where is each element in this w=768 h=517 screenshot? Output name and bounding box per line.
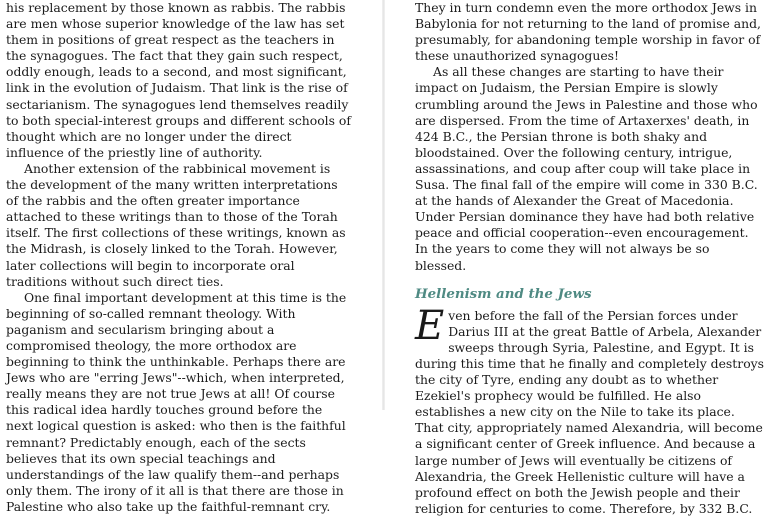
right-page	[415, 0, 764, 517]
right-paragraph-1: They in turn condemn even the more orthodox Jews in Babylonia for not returning to the land of promise and, presumably, for abandoning temple worship in favor of these unauthorized synagogues!	[415, 0, 762, 64]
right-paragraph-2: As all these changes are starting to have their impact on Judaism, the Persian Empire is slowly crumbling around the Jews in Palestine and those who are dispersed. From the time of Artaxerxes' death, in 424 B.C., the Persian throne is both shaky and bloodstained. Over the following century, intrigue, assassinations, and coup after coup will take place in Susa. The final fall of the empire will come in 330 B.C. at the hands of Alexander the Great of Macedonia. Under Persian dominance they have had both relative peace and official cooperation--even encouragement. In the years to come they will not always be so blessed.	[415, 64, 758, 273]
dropcap-letter: E	[415, 302, 445, 349]
section-heading: Hellenism and the Jews	[415, 285, 592, 302]
left-page	[6, 0, 353, 515]
dropcap-paragraph-text: ven before the fall of the Persian forces under Darius III at the great Battle of Arbela, Alexander sweeps through Syria, Palestine, and Egypt. It is during this time that he finally and completely destroys the city of Tyre, ending any doubt as to whether Ezekiel's prophecy would be fulfilled. He also establishes a new city on the Nile to take its place. That city, appropriately named Alexandria, will become a significant center of Greek influence. And because a large number of Jews will eventually be citizens of Alexandria, the Greek Hellenistic culture will have a profound effect on both the Jewish people and their religion for centuries to come. Therefore, by 332 B.C.	[415, 307, 765, 516]
left-paragraph-3: One final important development at this time is the beginning of so-called remnant theology. With paganism and secularism bringing about a compromised theology, the more orthodox are beginning to think the unthinkable. Perhaps there are Jews who are "erring Jews"--which, when interpreted, really means they are not true Jews at all! Of course this radical idea hardly touches ground before the next logical question is asked: who then is the faithful remnant? Predictably enough, each of the sects believes that its own special teachings and understandings of the law qualify them--and perhaps only them. The irony of it all is that there are those in Palestine who also take up the faithful-remnant cry.	[6, 289, 347, 514]
left-paragraph-2: Another extension of the rabbinical movement is the development of the many written interpretations of the rabbis and the often greater importance attached to these writings than to those of the Torah itself. The first collections of these writings, known as the Midrash, is closely linked to the Torah. However, later collections will begin to incorporate oral traditions without such direct ties.	[6, 160, 346, 289]
page-gutter	[382, 0, 385, 410]
left-paragraph-1: his replacement by those known as rabbis. The rabbis are men whose superior knowledge of the law has set them in positions of great respect as the teachers in the synagogues. The fact that they gain such respect, oddly enough, leads to a second, and most significant, link in the evolution of Judaism. That link is the rise of sectarianism. The synagogues lend themselves readily to both special-interest groups and different schools of thought which are no longer under the direct influence of the priestly line of authority.	[6, 0, 351, 160]
dropcap-paragraph	[415, 302, 765, 517]
